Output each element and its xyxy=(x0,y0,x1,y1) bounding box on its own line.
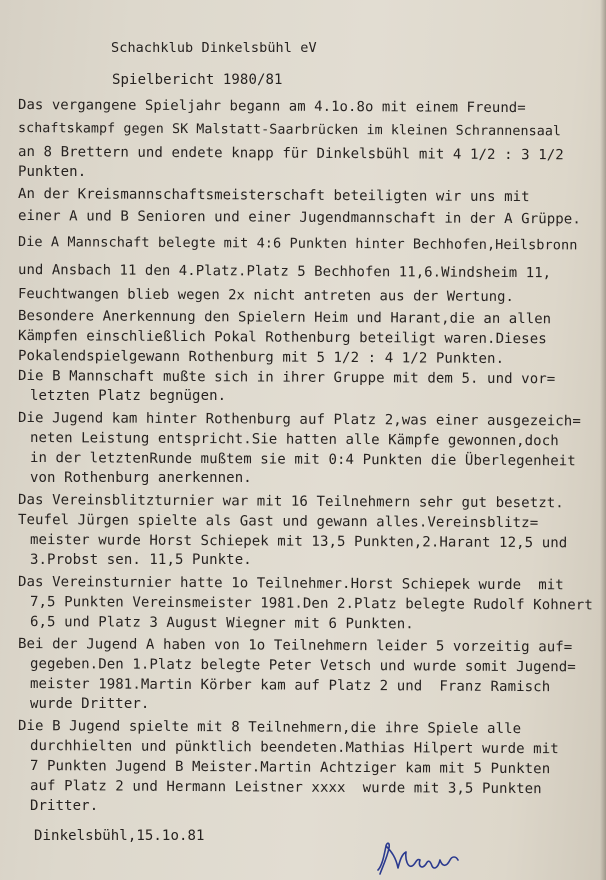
body-line: Die Jugend kam hinter Rothenburg auf Platz 2,was einer ausgezeich= xyxy=(17,410,581,430)
body-line: Bei der Jugend A haben von 1o Teilnehmern leider 5 vorzeitig auf= xyxy=(17,636,573,656)
body-line: Dritter. xyxy=(30,798,99,814)
place-date: Dinkelsbühl,15.1o.81 xyxy=(34,828,205,844)
page-edge-shadow xyxy=(600,0,606,880)
signature xyxy=(372,838,462,878)
body-line: Feuchtwangen blieb wegen 2x nicht antreten aus der Wertung. xyxy=(17,286,515,306)
body-line: Die B Jugend spielte mit 8 Teilnehmern,die ihre Spiele alle xyxy=(17,718,522,738)
body-line: an 8 Brettern und endete knapp für Dinkelsbühl mit 4 1/2 : 3 1/2 xyxy=(17,144,564,164)
body-line: Die B Mannschaft mußte sich in ihrer Gruppe mit dem 5. und vor= xyxy=(17,368,556,388)
body-line: von Rothenburg anerkennen. xyxy=(30,470,252,486)
body-line: meister 1981.Martin Körber kam auf Platz 2 und Franz Ramisch xyxy=(29,676,551,696)
body-line: einer A und B Senioren und einer Jugendmannschaft in der A Grüppe. xyxy=(17,208,581,228)
body-line: Die A Mannschaft belegte mit 4:6 Punkten hinter Bechhofen,Heilsbronn xyxy=(17,234,578,254)
body-line: und Ansbach 11 den 4.Platz.Platz 5 Bechhofen 11,6.Windsheim 11, xyxy=(17,262,552,282)
body-line: auf Platz 2 und Hermann Leistner xxxx wurde mit 3,5 Punkten xyxy=(29,778,542,798)
body-line: neten Leistung entspricht.Sie hatten alle Kämpfe gewonnen,doch xyxy=(29,430,559,450)
body-line: Das vergangene Spieljahr begann am 4.1o.8o mit einem Freund= xyxy=(17,97,526,117)
body-line: in der letztenRunde mußtem sie mit 0:4 Punkten die Überlegenheit xyxy=(29,450,576,470)
body-line: letzten Platz begnügen. xyxy=(30,388,227,404)
body-line: wurde Dritter. xyxy=(30,696,150,712)
body-line: gegeben.Den 1.Platz belegte Peter Vetsch und wurde somit Jugend= xyxy=(29,656,576,676)
body-line: Teufel Jürgen spielte als Gast und gewann alles.Vereinsblitz= xyxy=(17,512,539,532)
body-line: Das Vereinsblitzturnier war mit 16 Teilnehmern sehr gut besetzt. xyxy=(17,492,564,512)
body-line: Punkten. xyxy=(18,164,87,180)
club-name: Schachklub Dinkelsbühl eV xyxy=(111,40,317,56)
body-line: An der Kreismannschaftsmeisterschaft beteiligten wir uns mit xyxy=(17,186,530,206)
body-line: 7 Punkten Jugend B Meister.Martin Achtziger kam mit 5 Punkten xyxy=(29,758,551,778)
body-line: 7,5 Punkten Vereinsmeister 1981.Den 2.Platz belegte Rudolf Kohnert xyxy=(29,594,593,614)
body-line: schaftskampf gegen SK Malstatt-Saarbrücken im kleinen Schrannensaal xyxy=(17,121,562,140)
body-line: 3.Probst sen. 11,5 Punkte. xyxy=(30,552,252,568)
body-line: Kämpfen einschließlich Pokal Rothenburg beteiligt waren.Dieses xyxy=(17,328,547,348)
body-line: Pokalendspielgewann Rothenburg mit 5 1/2 : 4 1/2 Punkten. xyxy=(17,348,505,367)
report-title: Spielbericht 1980/81 xyxy=(112,72,283,88)
body-line: durchhielten und pünktlich beendeten.Mathias Hilpert wurde mit xyxy=(29,738,559,758)
body-line: meister wurde Horst Schiepek mit 13,5 Punkten,2.Harant 12,5 und xyxy=(29,532,568,552)
body-line: Das Vereinsturnier hatte 1o Teilnehmer.Horst Schiepek wurde mit xyxy=(17,574,564,594)
body-line: Besondere Anerkennung den Spielern Heim und Harant,die an allen xyxy=(17,308,552,328)
body-line: 6,5 und Platz 3 August Wiegner mit 6 Punkten. xyxy=(29,614,414,633)
